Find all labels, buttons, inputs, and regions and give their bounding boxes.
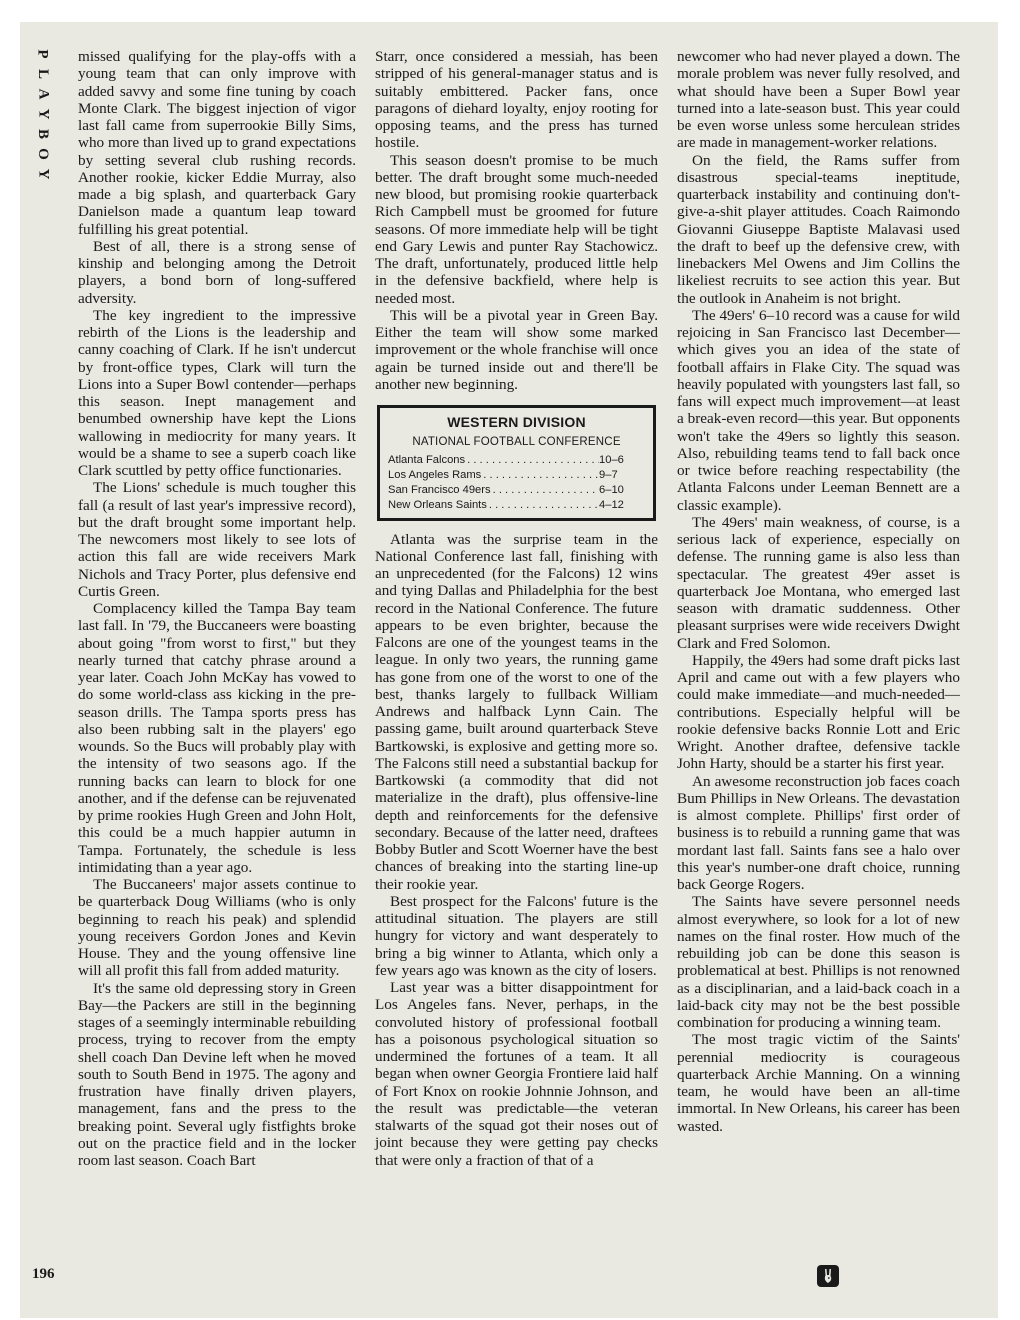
paragraph: The most tragic victim of the Saints' perennial mediocrity is courageous quarterback Archie Manning. On a winning team, he would have been an all-time immortal. In New Orleans, his career has been wasted. [677, 1031, 960, 1135]
rabbit-head-end-mark-icon [817, 1265, 839, 1287]
magazine-page [20, 22, 998, 1318]
paragraph: The 49ers' main weakness, of course, is a serious lack of experience, especially on defense. The running game is also less than spectacular. The greatest 49er asset is quarterback Joe Montana, who emerged last season with dramatic suddenness. Other pleasant surprises were wide receivers Dwight Clark and Fred Solomon. [677, 513, 960, 652]
paragraph: Best prospect for the Falcons' future is the attitudinal situation. The players are still hungry for victory and want desperately to bring a big winner to Atlanta, which only a few years ago was known as the city of losers. [375, 892, 658, 979]
text-column-3 [677, 48, 960, 1135]
leader-dots [465, 453, 599, 467]
team-name: Atlanta Falcons [388, 453, 466, 466]
paragraph: Complacency killed the Tampa Bay team last fall. In '79, the Buccaneers were boasting about going "from worst to first," but they nearly turned that catchy phrase around a year later. Coach John McKay has vowed to do some world-class ass kicking in the pre-season drills. The Tampa sports press has also been rubbing salt in the players' ego wounds. So the Bucs will probably play with the intensity of two seasons ago. If the running backs can learn to block for one another, and if the defense can be rejuvenated by prime rookies Hugh Green and John Holt, this could be a much happier autumn in Tampa. Fortunately, the schedule is less intimidating than a year ago. [78, 600, 356, 876]
text-column-1 [78, 48, 356, 1169]
standings-row [388, 498, 645, 512]
team-name: San Francisco 49ers [388, 483, 491, 496]
masthead-letter: A [35, 88, 51, 100]
masthead-letter: L [34, 68, 51, 80]
standings-row [388, 453, 645, 467]
masthead-letter: P [34, 49, 51, 59]
team-record: 9–7 [599, 468, 618, 481]
masthead-letter: B [34, 128, 51, 140]
paragraph: Happily, the 49ers had some draft picks last April and came out with a few players who could make immediate—and much-needed—contributions. Especially helpful will be rookie defensive backs Ronnie Lott and Eric Wright. Another draftee, defensive tackle John Harty, should be a starter his first year. [677, 651, 960, 773]
text-column-2 [375, 48, 658, 1169]
paragraph: Best of all, there is a strong sense of kinship and belonging among the Detroit players, a bond born of long-suffered adversity. [78, 237, 356, 307]
team-name: New Orleans Saints [388, 498, 487, 511]
leader-dots [481, 468, 599, 482]
team-record: 10–6 [599, 453, 624, 466]
paragraph: Atlanta was the surprise team in the National Conference last fall, finishing with an unprecedented (for the Falcons) 12 wins and tying Dallas and Philadelphia for the best record in the National Conference. The future appears to be even brighter, because the Falcons are one of the youngest teams in the league. In only two years, the running game has gone from one of the worst to one of the best, thanks largely to fullback William Andrews and halfback Lynn Cain. The passing game, built around quarterback Steve Bartkowski, is explosive and getting more so. The Falcons still need a substantial backup for Bartkowski (a commodity that did not materialize in the draft), plus offensive-line depth and reinforcements for the defensive secondary. Because of the latter need, draftees Bobby Butler and Scott Woerner have the best chances of breaking into the starting line-up their rookie year. [375, 530, 658, 893]
paragraph: newcomer who had never played a down. The morale problem was never fully resolved, and what should have been a Super Bowl year turned into a late-season bust. This year could be even worse unless some herculean strides are made in management-worker relations. [677, 48, 960, 152]
paragraph: The key ingredient to the impressive rebirth of the Lions is the leadership and canny coaching of Clark. If he isn't undercut by front-office types, Clark will turn the Lions into a Super Bowl contender—perhaps this season. Inept management and benumbed ownership have kept the Lions wallowing in mediocrity for many years. It would be a shame to see a superb coach like Clark scuttled by petty office functionaries. [78, 306, 356, 479]
standings-list [388, 453, 645, 512]
leader-dots [491, 483, 599, 497]
paragraph: On the field, the Rams suffer from disastrous special-teams ineptitude, quarterback instability and continuing don't-give-a-shit player attitudes. Coach Raimondo Giovanni Giuseppe Baptiste Malavasi used the draft to beef up the defensive crew, with linebackers Mel Owens and Jim Collins the likeliest recruits to see action this year. But the outlook in Anaheim is not bright. [677, 151, 960, 307]
division-subtitle: NATIONAL FOOTBALL CONFERENCE [412, 436, 621, 449]
paragraph: It's the same old depressing story in Green Bay—the Packers are still in the beginning stages of a seemingly interminable rebuilding process, trying to recover from the empty shell coach Dan Devine left when he moved south to South Bend in 1975. The agony and frustration have finally driven players, management, fans and the press to the breaking point. Several ugly fistfights broke out on the practice field and in the locker room last season. Coach Bart [78, 979, 356, 1169]
leader-dots [487, 498, 599, 512]
paragraph: The Buccaneers' major assets continue to be quarterback Doug Williams (who is only beginning to reach his peak) and splendid young receivers Gordon Jones and Kevin House. They and the young offensive line will all profit this fall from added maturity. [78, 876, 356, 980]
paragraph: The Lions' schedule is much tougher this fall (a result of last year's impressive record), but the draft brought some important help. The newcomers most likely to see lots of action this fall are wide receivers Mark Nichols and Tracy Porter, plus defensive end Curtis Green. [78, 479, 356, 600]
division-title: WESTERN DIVISION [447, 414, 586, 430]
masthead-vertical [30, 44, 56, 184]
paragraph: The 49ers' 6–10 record was a cause for wild rejoicing in San Francisco last December—which gives you an idea of the state of football affairs in Flake City. The squad was heavily populated with youngsters last fall, so fans will expect much improvement—at least a break-even record—this year. But opponents won't take the 49ers so lightly this season. Also, rebuilding teams tend to fall back once or twice before reaching respectability (the Atlanta Falcons under Leeman Bennett are a classic example). [677, 306, 960, 514]
paragraph: Starr, once considered a messiah, has been stripped of his general-manager status and is suitably embittered. Packer fans, once paragons of diehard loyalty, enjoy rooting for opposing teams, and the press has turned hostile. [375, 48, 658, 152]
division-standings-box [377, 405, 656, 521]
paragraph: Last year was a bitter disappointment for Los Angeles fans. Never, perhaps, in the convoluted history of professional football has a poisonous psychological situation so undermined the fortunes of a team. It all began when owner Georgia Frontiere laid half of Fort Knox on rookie Johnnie Johnson, and the result was predictable—the veteran stalwarts of the squad got their noses out of joint because they were getting pay checks that were only a fraction of that of a [375, 979, 658, 1169]
team-record: 6–10 [599, 483, 624, 496]
standings-row [388, 483, 645, 497]
paragraph: The Saints have severe personnel needs almost everywhere, so look for a lot of new names on the final roster. How much of the rebuilding job can be done this season is problematical at best. Phillips is not renowned as a disciplinarian, and a laid-back coach in a laid-back city may not be the best possible combination for producing a winning team. [677, 893, 960, 1031]
column-2-bottom-text [375, 531, 658, 1169]
paragraph: This will be a pivotal year in Green Bay. Either the team will show some marked improvement or the whole franchise will once again be turned inside out and there'll be another new beginning. [375, 306, 658, 393]
masthead-letter: Y [35, 108, 51, 120]
paragraph: missed qualifying for the play-offs with a young team that can only improve with added savvy and some fine tuning by coach Monte Clark. The biggest injection of vigor last fall came from superrookie Billy Sims, who more than lived up to grand expectations by setting several club rushing records. Another rookie, kicker Eddie Murray, also made a big splash, and quarterback Gary Danielson made a quantum leap toward fulfilling his great potential. [78, 48, 356, 238]
page-number: 196 [32, 1266, 55, 1282]
team-name: Los Angeles Rams [388, 468, 482, 481]
paragraph: An awesome reconstruction job faces coach Bum Phillips in New Orleans. The devastation is almost complete. Phillips' first order of business is to rebuild a running game that was mordant last fall. Saints fans see a halo over this year's number-one draft choice, running back George Rogers. [677, 772, 960, 893]
team-record: 4–12 [599, 498, 624, 511]
masthead-letter: O [34, 148, 51, 160]
column-2-top-text [375, 48, 658, 393]
standings-row [388, 468, 645, 482]
paragraph: This season doesn't promise to be much better. The draft brought some much-needed new blood, but promising rookie quarterback Rich Campbell must be groomed for future seasons. Of more immediate help will be tight end Gary Lewis and punter Ray Stachowicz. The draft, unfortunately, produced little help in the defensive backfield, where help is needed most. [375, 151, 658, 307]
masthead-letter: Y [35, 168, 51, 180]
